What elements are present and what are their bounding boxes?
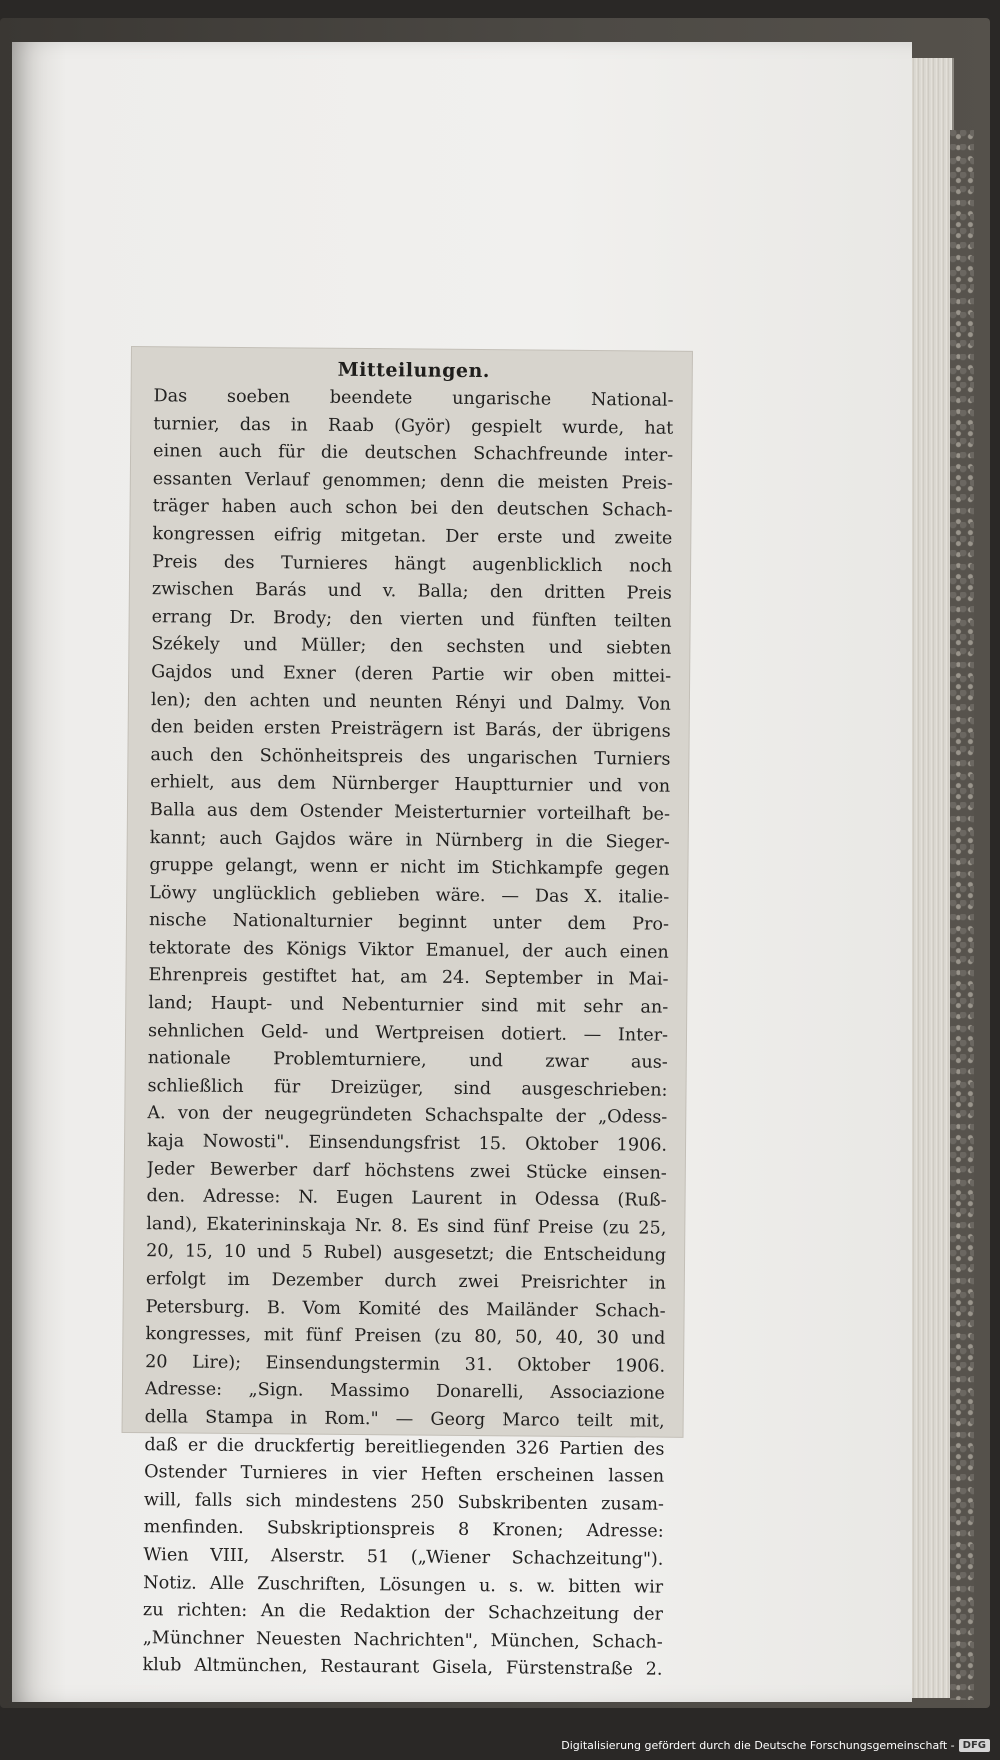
clipping-line: della Stampa in Rom." — Georg Marco teilt mit, <box>144 1407 665 1432</box>
clipping-line: den. Adresse: N. Eugen Laurent in Odessa (Ruß- <box>146 1186 667 1211</box>
clipping-line: nationale Problemturniere, und zwar aus- <box>147 1048 668 1073</box>
clipping-line: klub Altmünchen, Restaurant Gisela, Fürstenstraße 2. <box>142 1655 663 1680</box>
clipping-line: kongressen eifrig mitgetan. Der erste und zweite <box>152 524 673 549</box>
clipping-line: gruppe gelangt, wenn er nicht im Stichkampfe gegen <box>149 855 670 880</box>
clipping-line: sehnlichen Geld- und Wertpreisen dotiert. — Inter- <box>147 1020 669 1046</box>
clipping-line: will, falls sich mindestens 250 Subskribenten zusam- <box>143 1489 665 1515</box>
dfg-logo: DFG <box>959 1739 990 1752</box>
clipping-line: kannt; auch Gajdos wäre in Nürnberg in die Sieger- <box>149 827 670 853</box>
credit-text: Digitalisierung gefördert durch die Deutsche Forschungsgemeinschaft - <box>561 1739 955 1752</box>
clipping-line: Preis des Turnieres hängt augenblicklich noch <box>152 551 673 577</box>
clipping-body <box>142 383 673 1684</box>
clipping-line: Löwy unglücklich geblieben wäre. — Das X. italie- <box>149 882 670 908</box>
clipping-line: zu richten: An die Redaktion der Schachzeitung der <box>142 1600 664 1625</box>
clipping-line: „Münchner Neuesten Nachrichten", München, Schach- <box>142 1627 663 1653</box>
clipping-line: errang Dr. Brody; den vierten und fünften teilten <box>151 606 672 632</box>
clipping-line: Gajdos und Exner (deren Partie wir oben mittei- <box>151 662 672 687</box>
clipping-line: Ehrenpreis gestiftet hat, am 24. September in Mai- <box>148 965 669 991</box>
book-page <box>12 42 912 1702</box>
clipping-line: nische Nationalturnier beginnt unter dem Pro- <box>148 910 670 935</box>
clipping-line: Wien VIII, Alserstr. 51 („Wiener Schachzeitung"). <box>143 1545 664 1570</box>
clipping-line: Das soeben beendete ungarische National- <box>153 386 674 411</box>
clipping-line: 20 Lire); Einsendungstermin 31. Oktober 1906. <box>145 1351 666 1377</box>
clipping-line: Jeder Bewerber darf höchstens zwei Stücke einsen- <box>146 1158 667 1184</box>
clipping-line: Notiz. Alle Zuschriften, Lösungen u. s. w. bitten wir <box>143 1572 664 1598</box>
clipping-line: auch den Schönheitspreis des ungarischen Turniers <box>150 744 671 770</box>
clipping-line: len); den achten und neunten Rényi und Dalmy. Von <box>150 689 671 715</box>
clipping-line: einen auch für die deutschen Schachfreunde inter- <box>153 441 674 466</box>
clipping-line: menfinden. Subskriptionspreis 8 Kronen; Adresse: <box>143 1517 664 1543</box>
clipping-line: erhielt, aus dem Nürnberger Hauptturnier und von <box>150 772 671 798</box>
clipping-line: erfolgt im Dezember durch zwei Preisrichter in <box>145 1269 666 1294</box>
clipping-line: kaja Nowosti". Einsendungsfrist 15. Oktober 1906. <box>146 1131 668 1156</box>
clipping-title: Mitteilungen. <box>337 358 491 383</box>
clipping-line: den beiden ersten Preisträgern ist Barás, der übrigens <box>150 717 671 742</box>
clipping-line: land), Ekaterininskaja Nr. 8. Es sind fünf Preise (zu 25, <box>146 1213 667 1239</box>
clipping-line: A. von der neugegründeten Schachspalte der „Odess- <box>147 1103 668 1129</box>
digitization-credit <box>561 1739 990 1752</box>
clipping-line: Székely und Müller; den sechsten und siebten <box>151 634 672 660</box>
newspaper-clipping <box>123 347 692 1680</box>
marbled-edge <box>950 130 974 1700</box>
clipping-line: land; Haupt- und Nebenturnier sind mit sehr an- <box>148 993 669 1018</box>
clipping-line: Balla aus dem Ostender Meisterturnier vorteilhaft be- <box>149 800 671 825</box>
clipping-line: träger haben auch schon bei den deutschen Schach- <box>152 496 673 522</box>
clipping-line: turnier, das in Raab (Györ) gespielt wurde, hat <box>153 413 674 439</box>
clipping-line: Ostender Turnieres in vier Heften erscheinen lassen <box>144 1462 665 1487</box>
clipping-line: tektorate des Königs Viktor Emanuel, der auch einen <box>148 938 669 963</box>
clipping-line: schließlich für Dreizüger, sind ausgeschrieben: <box>147 1076 668 1101</box>
clipping-line: Adresse: „Sign. Massimo Donarelli, Associazione <box>144 1379 665 1405</box>
clipping-line: kongresses, mit fünf Preisen (zu 80, 50, 40, 30 und <box>145 1324 666 1349</box>
clipping-line: daß er die druckfertig bereitliegenden 326 Partien des <box>144 1434 665 1460</box>
clipping-line: essanten Verlauf genommen; denn die meisten Preis- <box>152 468 673 494</box>
clipping-line: Petersburg. B. Vom Komité des Mailänder Schach- <box>145 1296 666 1322</box>
clipping-line: zwischen Barás und v. Balla; den dritten Preis <box>151 579 672 604</box>
clipping-line: 20, 15, 10 und 5 Rubel) ausgesetzt; die Entscheidung <box>146 1241 667 1267</box>
